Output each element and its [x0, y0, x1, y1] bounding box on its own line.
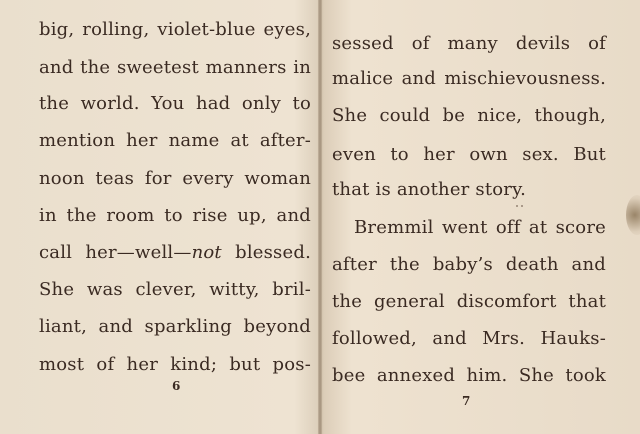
right-line-6: Bremmil went off at score — [354, 217, 606, 238]
right-line-1: sessed of many devils of — [332, 33, 606, 54]
left-line-5: noon teas for every woman — [39, 168, 311, 189]
right-page-number: 7 — [462, 394, 471, 408]
left-line-7-emphasis: not — [191, 242, 222, 263]
left-line-4: mention her name at after- — [39, 130, 311, 151]
left-page-number: 6 — [172, 379, 181, 393]
left-line-3: the world. You had only to — [39, 93, 311, 114]
right-line-9: followed, and Mrs. Hauks- — [332, 328, 606, 349]
right-line-3: She could be nice, though, — [332, 105, 606, 126]
left-line-7-end: blessed. — [221, 242, 311, 263]
left-line-9: liant, and sparkling beyond — [39, 316, 311, 337]
left-line-6: in the room to rise up, and — [39, 205, 311, 226]
right-line-2: malice and mischievousness. — [332, 68, 606, 89]
ink-speck — [516, 205, 518, 207]
right-page — [320, 0, 640, 434]
left-line-7 — [39, 241, 311, 265]
left-line-10: most of her kind; but pos- — [39, 354, 311, 375]
left-line-1: big, rolling, violet-blue eyes, — [39, 19, 311, 40]
left-line-7-start: call her—well— — [39, 242, 192, 263]
right-line-5: that is another story. — [332, 179, 527, 200]
right-line-10: bee annexed him. She took — [332, 365, 606, 386]
ink-speck — [521, 205, 523, 207]
right-line-8: the general discomfort that — [332, 291, 606, 312]
left-line-8: She was clever, witty, bril- — [39, 279, 311, 300]
left-line-2: and the sweetest manners in — [39, 57, 311, 78]
right-line-7: after the baby’s death and — [332, 254, 606, 275]
right-line-4: even to her own sex. But — [332, 144, 606, 165]
